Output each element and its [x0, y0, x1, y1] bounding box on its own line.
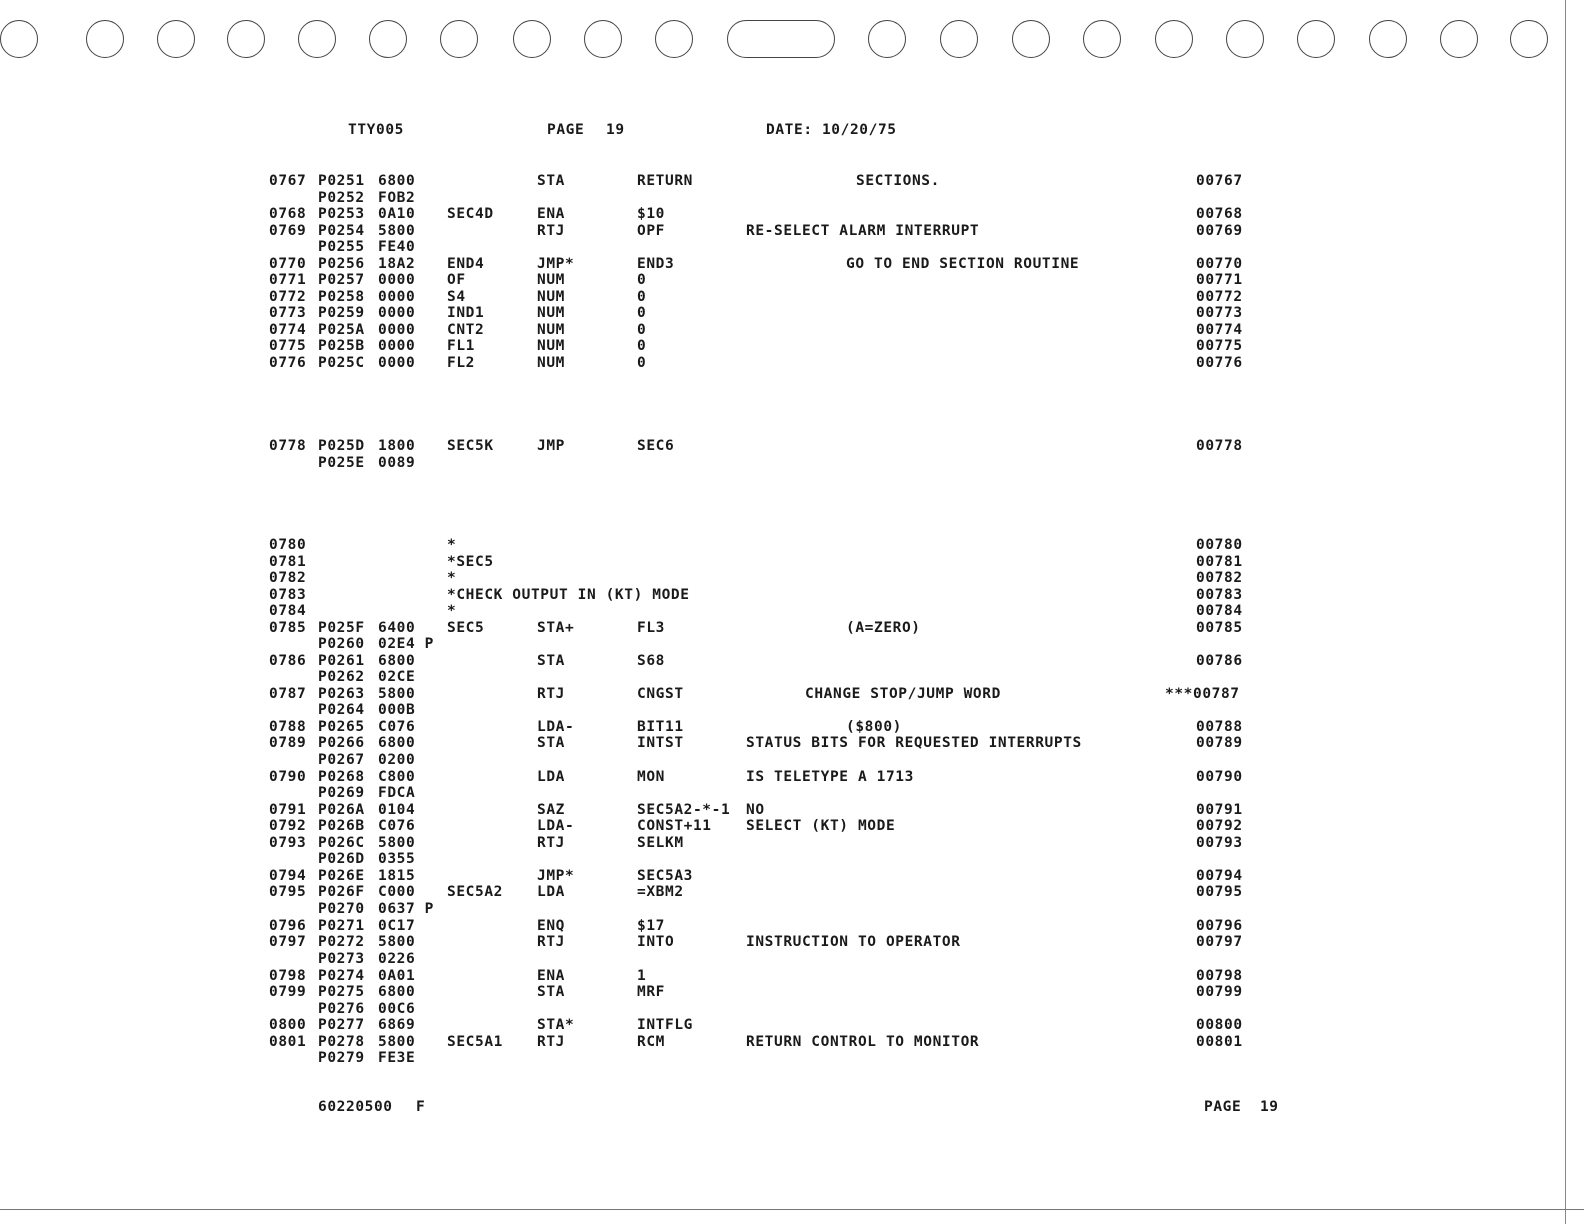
- opcode: RTJ: [537, 223, 565, 239]
- operand: 0: [637, 338, 647, 354]
- object-code: 0C17: [378, 918, 416, 934]
- line-number: 00780: [1196, 537, 1243, 553]
- location: P026C: [318, 835, 365, 851]
- operand: SEC5A2-*-1: [637, 802, 731, 818]
- location: P0273: [318, 951, 365, 967]
- location: P026E: [318, 868, 365, 884]
- label: *SEC5: [447, 554, 494, 570]
- seq-number: 0780: [269, 537, 307, 553]
- label: END4: [447, 256, 485, 272]
- object-code: 6800: [378, 735, 416, 751]
- object-code: 0200: [378, 752, 416, 768]
- seq-number: 0773: [269, 305, 307, 321]
- operand: 0: [637, 289, 647, 305]
- object-code: 6800: [378, 173, 416, 189]
- object-code: 0A10: [378, 206, 416, 222]
- object-code: 02CE: [378, 669, 416, 685]
- opcode: STA*: [537, 1017, 575, 1033]
- line-number: 00778: [1196, 438, 1243, 454]
- operand: $17: [637, 918, 665, 934]
- opcode: NUM: [537, 322, 565, 338]
- line-number: 00776: [1196, 355, 1243, 371]
- opcode: LDA-: [537, 719, 575, 735]
- line-number: 00781: [1196, 554, 1243, 570]
- location: P0272: [318, 934, 365, 950]
- opcode: JMP: [537, 438, 565, 454]
- line-number: 00767: [1196, 173, 1243, 189]
- object-code: 0000: [378, 272, 416, 288]
- seq-number: 0795: [269, 884, 307, 900]
- line-number: 00797: [1196, 934, 1243, 950]
- location: P0274: [318, 968, 365, 984]
- opcode: ENQ: [537, 918, 565, 934]
- operand: S68: [637, 653, 665, 669]
- line-number: 00786: [1196, 653, 1243, 669]
- line-number: 00783: [1196, 587, 1243, 603]
- opcode: NUM: [537, 338, 565, 354]
- seq-number: 0783: [269, 587, 307, 603]
- object-code: 5800: [378, 934, 416, 950]
- label: S4: [447, 289, 466, 305]
- object-code: FE40: [378, 239, 416, 255]
- opcode: LDA: [537, 769, 565, 785]
- seq-number: 0775: [269, 338, 307, 354]
- header-program: TTY005: [348, 122, 404, 138]
- opcode: NUM: [537, 305, 565, 321]
- location: P0255: [318, 239, 365, 255]
- label: SEC5: [447, 620, 485, 636]
- seq-number: 0771: [269, 272, 307, 288]
- object-code: 5800: [378, 835, 416, 851]
- object-code: 1815: [378, 868, 416, 884]
- line-number: 00793: [1196, 835, 1243, 851]
- object-code: 0000: [378, 305, 416, 321]
- location: P026A: [318, 802, 365, 818]
- opcode: STA+: [537, 620, 575, 636]
- opcode: NUM: [537, 272, 565, 288]
- label: FL1: [447, 338, 475, 354]
- label: SEC5K: [447, 438, 494, 454]
- line-number: 00801: [1196, 1034, 1243, 1050]
- line-number: 00770: [1196, 256, 1243, 272]
- comment: STATUS BITS FOR REQUESTED INTERRUPTS: [746, 735, 1082, 751]
- comment: SELECT (KT) MODE: [746, 818, 896, 834]
- opcode: NUM: [537, 289, 565, 305]
- operand: INTFLG: [637, 1017, 693, 1033]
- seq-number: 0796: [269, 918, 307, 934]
- seq-number: 0790: [269, 769, 307, 785]
- location: P0258: [318, 289, 365, 305]
- opcode: NUM: [537, 355, 565, 371]
- line-number: ***00787: [1165, 686, 1240, 702]
- comment: IS TELETYPE A 1713: [746, 769, 914, 785]
- object-code: 0000: [378, 338, 416, 354]
- object-code: 0226: [378, 951, 416, 967]
- line-number: 00768: [1196, 206, 1243, 222]
- opcode: STA: [537, 735, 565, 751]
- operand: INTO: [637, 934, 675, 950]
- seq-number: 0785: [269, 620, 307, 636]
- object-code: C000: [378, 884, 416, 900]
- object-code: 0000: [378, 289, 416, 305]
- operand: 1: [637, 968, 647, 984]
- object-code: 0637 P: [378, 901, 434, 917]
- object-code: 5800: [378, 223, 416, 239]
- line-number: 00800: [1196, 1017, 1243, 1033]
- seq-number: 0776: [269, 355, 307, 371]
- location: P025A: [318, 322, 365, 338]
- label: SEC5A1: [447, 1034, 503, 1050]
- line-number: 00799: [1196, 984, 1243, 1000]
- opcode: STA: [537, 173, 565, 189]
- object-code: 0000: [378, 322, 416, 338]
- location: P0263: [318, 686, 365, 702]
- opcode: RTJ: [537, 1034, 565, 1050]
- operand: 0: [637, 305, 647, 321]
- line-number: 00790: [1196, 769, 1243, 785]
- label: *: [447, 603, 457, 619]
- line-number: 00789: [1196, 735, 1243, 751]
- line-number: 00785: [1196, 620, 1243, 636]
- operand: SEC6: [637, 438, 675, 454]
- opcode: RTJ: [537, 835, 565, 851]
- opcode: LDA: [537, 884, 565, 900]
- location: P0276: [318, 1001, 365, 1017]
- seq-number: 0793: [269, 835, 307, 851]
- operand: RCM: [637, 1034, 665, 1050]
- comment: RE-SELECT ALARM INTERRUPT: [746, 223, 980, 239]
- location: P0279: [318, 1050, 365, 1066]
- operand: MON: [637, 769, 665, 785]
- comment: NO: [746, 802, 765, 818]
- location: P0251: [318, 173, 365, 189]
- object-code: 6800: [378, 653, 416, 669]
- footer-revision: F: [416, 1099, 426, 1115]
- seq-number: 0797: [269, 934, 307, 950]
- operand: SEC5A3: [637, 868, 693, 884]
- line-number: 00771: [1196, 272, 1243, 288]
- operand: 0: [637, 355, 647, 371]
- object-code: 6869: [378, 1017, 416, 1033]
- location: P026F: [318, 884, 365, 900]
- seq-number: 0794: [269, 868, 307, 884]
- opcode: SAZ: [537, 802, 565, 818]
- object-code: 5800: [378, 686, 416, 702]
- seq-number: 0799: [269, 984, 307, 1000]
- location: P0261: [318, 653, 365, 669]
- object-code: 6800: [378, 984, 416, 1000]
- opcode: STA: [537, 984, 565, 1000]
- line-number: 00791: [1196, 802, 1243, 818]
- label: CNT2: [447, 322, 485, 338]
- location: P0275: [318, 984, 365, 1000]
- line-number: 00769: [1196, 223, 1243, 239]
- location: P025E: [318, 455, 365, 471]
- label: OF: [447, 272, 466, 288]
- location: P0254: [318, 223, 365, 239]
- opcode: RTJ: [537, 686, 565, 702]
- seq-number: 0778: [269, 438, 307, 454]
- header-page-label: PAGE: [547, 122, 585, 138]
- location: P026D: [318, 851, 365, 867]
- location: P0253: [318, 206, 365, 222]
- label: SEC4D: [447, 206, 494, 222]
- opcode: STA: [537, 653, 565, 669]
- seq-number: 0800: [269, 1017, 307, 1033]
- location: P025B: [318, 338, 365, 354]
- line-number: 00792: [1196, 818, 1243, 834]
- label: IND1: [447, 305, 485, 321]
- operand: CONST+11: [637, 818, 712, 834]
- object-code: C076: [378, 818, 416, 834]
- opcode: JMP*: [537, 256, 575, 272]
- location: P0259: [318, 305, 365, 321]
- operand: BIT11: [637, 719, 684, 735]
- object-code: FOB2: [378, 190, 416, 206]
- line-number: 00782: [1196, 570, 1243, 586]
- object-code: 00C6: [378, 1001, 416, 1017]
- opcode: JMP*: [537, 868, 575, 884]
- location: P025D: [318, 438, 365, 454]
- seq-number: 0768: [269, 206, 307, 222]
- operand: MRF: [637, 984, 665, 1000]
- operand: =XBM2: [637, 884, 684, 900]
- object-code: 18A2: [378, 256, 416, 272]
- seq-number: 0792: [269, 818, 307, 834]
- opcode: RTJ: [537, 934, 565, 950]
- location: P0262: [318, 669, 365, 685]
- object-code: 02E4 P: [378, 636, 434, 652]
- object-code: 5800: [378, 1034, 416, 1050]
- line-number: 00795: [1196, 884, 1243, 900]
- object-code: 0000: [378, 355, 416, 371]
- seq-number: 0782: [269, 570, 307, 586]
- seq-number: 0781: [269, 554, 307, 570]
- footer-doc-number: 60220500: [318, 1099, 393, 1115]
- location: P0252: [318, 190, 365, 206]
- label: FL2: [447, 355, 475, 371]
- opcode: ENA: [537, 206, 565, 222]
- object-code: C076: [378, 719, 416, 735]
- label: SEC5A2: [447, 884, 503, 900]
- operand: SELKM: [637, 835, 684, 851]
- label: *CHECK OUTPUT IN (KT) MODE: [447, 587, 690, 603]
- seq-number: 0789: [269, 735, 307, 751]
- object-code: FE3E: [378, 1050, 416, 1066]
- object-code: 000B: [378, 702, 416, 718]
- seq-number: 0772: [269, 289, 307, 305]
- object-code: 0104: [378, 802, 416, 818]
- location: P0267: [318, 752, 365, 768]
- label: *: [447, 537, 457, 553]
- seq-number: 0788: [269, 719, 307, 735]
- seq-number: 0767: [269, 173, 307, 189]
- line-number: 00772: [1196, 289, 1243, 305]
- opcode: ENA: [537, 968, 565, 984]
- operand: 0: [637, 322, 647, 338]
- location: P0270: [318, 901, 365, 917]
- line-number: 00794: [1196, 868, 1243, 884]
- footer-page: PAGE 19: [1204, 1099, 1279, 1115]
- seq-number: 0786: [269, 653, 307, 669]
- seq-number: 0801: [269, 1034, 307, 1050]
- object-code: FDCA: [378, 785, 416, 801]
- location: P0271: [318, 918, 365, 934]
- location: P0266: [318, 735, 365, 751]
- comment: ($800): [846, 719, 902, 735]
- operand: END3: [637, 256, 675, 272]
- seq-number: 0791: [269, 802, 307, 818]
- operand: $10: [637, 206, 665, 222]
- location: P0257: [318, 272, 365, 288]
- comment: GO TO END SECTION ROUTINE: [846, 256, 1080, 272]
- operand: 0: [637, 272, 647, 288]
- operand: CNGST: [637, 686, 684, 702]
- opcode: LDA-: [537, 818, 575, 834]
- location: P0278: [318, 1034, 365, 1050]
- object-code: 0089: [378, 455, 416, 471]
- comment: SECTIONS.: [856, 173, 940, 189]
- line-number: 00775: [1196, 338, 1243, 354]
- header-page-number: 19: [606, 122, 625, 138]
- comment: (A=ZERO): [846, 620, 921, 636]
- line-number: 00773: [1196, 305, 1243, 321]
- location: P0277: [318, 1017, 365, 1033]
- object-code: 0355: [378, 851, 416, 867]
- seq-number: 0784: [269, 603, 307, 619]
- comment: INSTRUCTION TO OPERATOR: [746, 934, 961, 950]
- header-date: DATE: 10/20/75: [766, 122, 897, 138]
- object-code: 6400: [378, 620, 416, 636]
- operand: RETURN: [637, 173, 693, 189]
- location: P0260: [318, 636, 365, 652]
- location: P0269: [318, 785, 365, 801]
- object-code: 1800: [378, 438, 416, 454]
- seq-number: 0787: [269, 686, 307, 702]
- line-number: 00784: [1196, 603, 1243, 619]
- location: P0264: [318, 702, 365, 718]
- seq-number: 0798: [269, 968, 307, 984]
- line-number: 00788: [1196, 719, 1243, 735]
- operand: OPF: [637, 223, 665, 239]
- location: P0256: [318, 256, 365, 272]
- line-number: 00796: [1196, 918, 1243, 934]
- location: P0265: [318, 719, 365, 735]
- line-number: 00798: [1196, 968, 1243, 984]
- location: P025C: [318, 355, 365, 371]
- seq-number: 0774: [269, 322, 307, 338]
- label: *: [447, 570, 457, 586]
- operand: INTST: [637, 735, 684, 751]
- location: P026B: [318, 818, 365, 834]
- seq-number: 0769: [269, 223, 307, 239]
- object-code: 0A01: [378, 968, 416, 984]
- operand: FL3: [637, 620, 665, 636]
- line-number: 00774: [1196, 322, 1243, 338]
- location: P0268: [318, 769, 365, 785]
- location: P025F: [318, 620, 365, 636]
- object-code: C800: [378, 769, 416, 785]
- seq-number: 0770: [269, 256, 307, 272]
- comment: RETURN CONTROL TO MONITOR: [746, 1034, 980, 1050]
- comment: CHANGE STOP/JUMP WORD: [805, 686, 1001, 702]
